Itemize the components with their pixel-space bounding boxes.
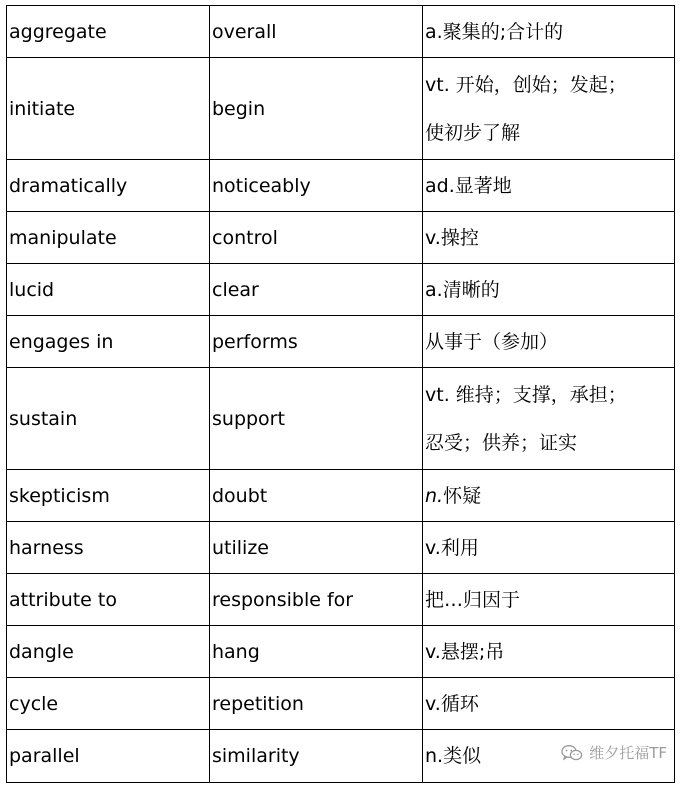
definition-cell: [423, 522, 675, 574]
word-cell: lucid: [7, 264, 210, 316]
part-of-speech: a.: [425, 278, 443, 301]
definition-text: 聚集的;合计的: [442, 20, 564, 43]
synonym-cell: doubt: [210, 470, 423, 522]
part-of-speech: v.: [425, 536, 441, 559]
part-of-speech: v.: [425, 692, 441, 715]
definition-text: 悬摆;吊: [440, 640, 505, 663]
word-cell: skepticism: [7, 470, 210, 522]
word-cell: attribute to: [7, 574, 210, 626]
table-row: [7, 160, 675, 212]
definition-text: 怀疑: [443, 484, 482, 507]
synonym-cell: control: [210, 212, 423, 264]
word-cell: sustain: [7, 368, 210, 470]
word-cell: initiate: [7, 58, 210, 160]
definition-cell: [423, 264, 675, 316]
table-row: [7, 212, 675, 264]
part-of-speech: v.: [425, 226, 441, 249]
vocabulary-table: [6, 5, 675, 783]
synonym-cell: overall: [210, 6, 423, 58]
synonym-cell: repetition: [210, 678, 423, 730]
watermark-text: 维夕托福TF: [589, 744, 667, 762]
definition-text: 类似: [443, 745, 482, 767]
synonym-cell: responsible for: [210, 574, 423, 626]
definition-text: 循环: [440, 692, 479, 715]
synonym-cell: similarity: [210, 730, 423, 783]
word-cell: engages in: [7, 316, 210, 368]
part-of-speech: a.: [425, 20, 443, 43]
table-row: [7, 368, 675, 470]
definition-cell: [423, 368, 675, 470]
wechat-icon: [561, 744, 583, 762]
word-cell: aggregate: [7, 6, 210, 58]
definition-cell: [423, 160, 675, 212]
part-of-speech: ad.: [425, 174, 455, 197]
synonym-cell: begin: [210, 58, 423, 160]
synonym-cell: noticeably: [210, 160, 423, 212]
synonym-cell: utilize: [210, 522, 423, 574]
definition-cell: [423, 58, 675, 160]
definition-line: vt. 开始，创始；发起；: [425, 73, 627, 96]
definition-cell: [423, 6, 675, 58]
watermark: [557, 740, 671, 765]
table-row: [7, 626, 675, 678]
definition-cell: [423, 316, 675, 368]
word-cell: harness: [7, 522, 210, 574]
word-cell: parallel: [7, 730, 210, 783]
table-row: [7, 522, 675, 574]
definition-cell: [423, 574, 675, 626]
word-cell: cycle: [7, 678, 210, 730]
definition-text: 把…归因于: [425, 588, 521, 611]
part-of-speech: n.: [425, 484, 444, 507]
synonym-cell: clear: [210, 264, 423, 316]
table-row: [7, 316, 675, 368]
table-row: [7, 58, 675, 160]
synonym-cell: performs: [210, 316, 423, 368]
table-row: [7, 264, 675, 316]
definition-cell: [423, 212, 675, 264]
table-row: [7, 678, 675, 730]
definition-text: 利用: [440, 536, 479, 559]
synonym-cell: support: [210, 368, 423, 470]
definition-cell: [423, 626, 675, 678]
definition-cell: [423, 678, 675, 730]
definition-text: 操控: [440, 226, 479, 249]
table-row: [7, 574, 675, 626]
word-cell: dangle: [7, 626, 210, 678]
definition-line: vt. 维持；支撑，承担；: [425, 383, 627, 406]
word-cell: manipulate: [7, 212, 210, 264]
definition-cell: [423, 470, 675, 522]
definition-text: 清晰的: [442, 278, 500, 301]
table-row: [7, 470, 675, 522]
definition-text: 从事于（参加）: [425, 330, 559, 353]
definition-text: 显著地: [454, 174, 512, 197]
part-of-speech: n.: [425, 745, 444, 767]
table-row: [7, 6, 675, 58]
definition-line: 使初步了解: [425, 121, 521, 144]
definition-line: 忍受；供养；证实: [425, 431, 578, 454]
word-cell: dramatically: [7, 160, 210, 212]
synonym-cell: hang: [210, 626, 423, 678]
part-of-speech: v.: [425, 640, 441, 663]
